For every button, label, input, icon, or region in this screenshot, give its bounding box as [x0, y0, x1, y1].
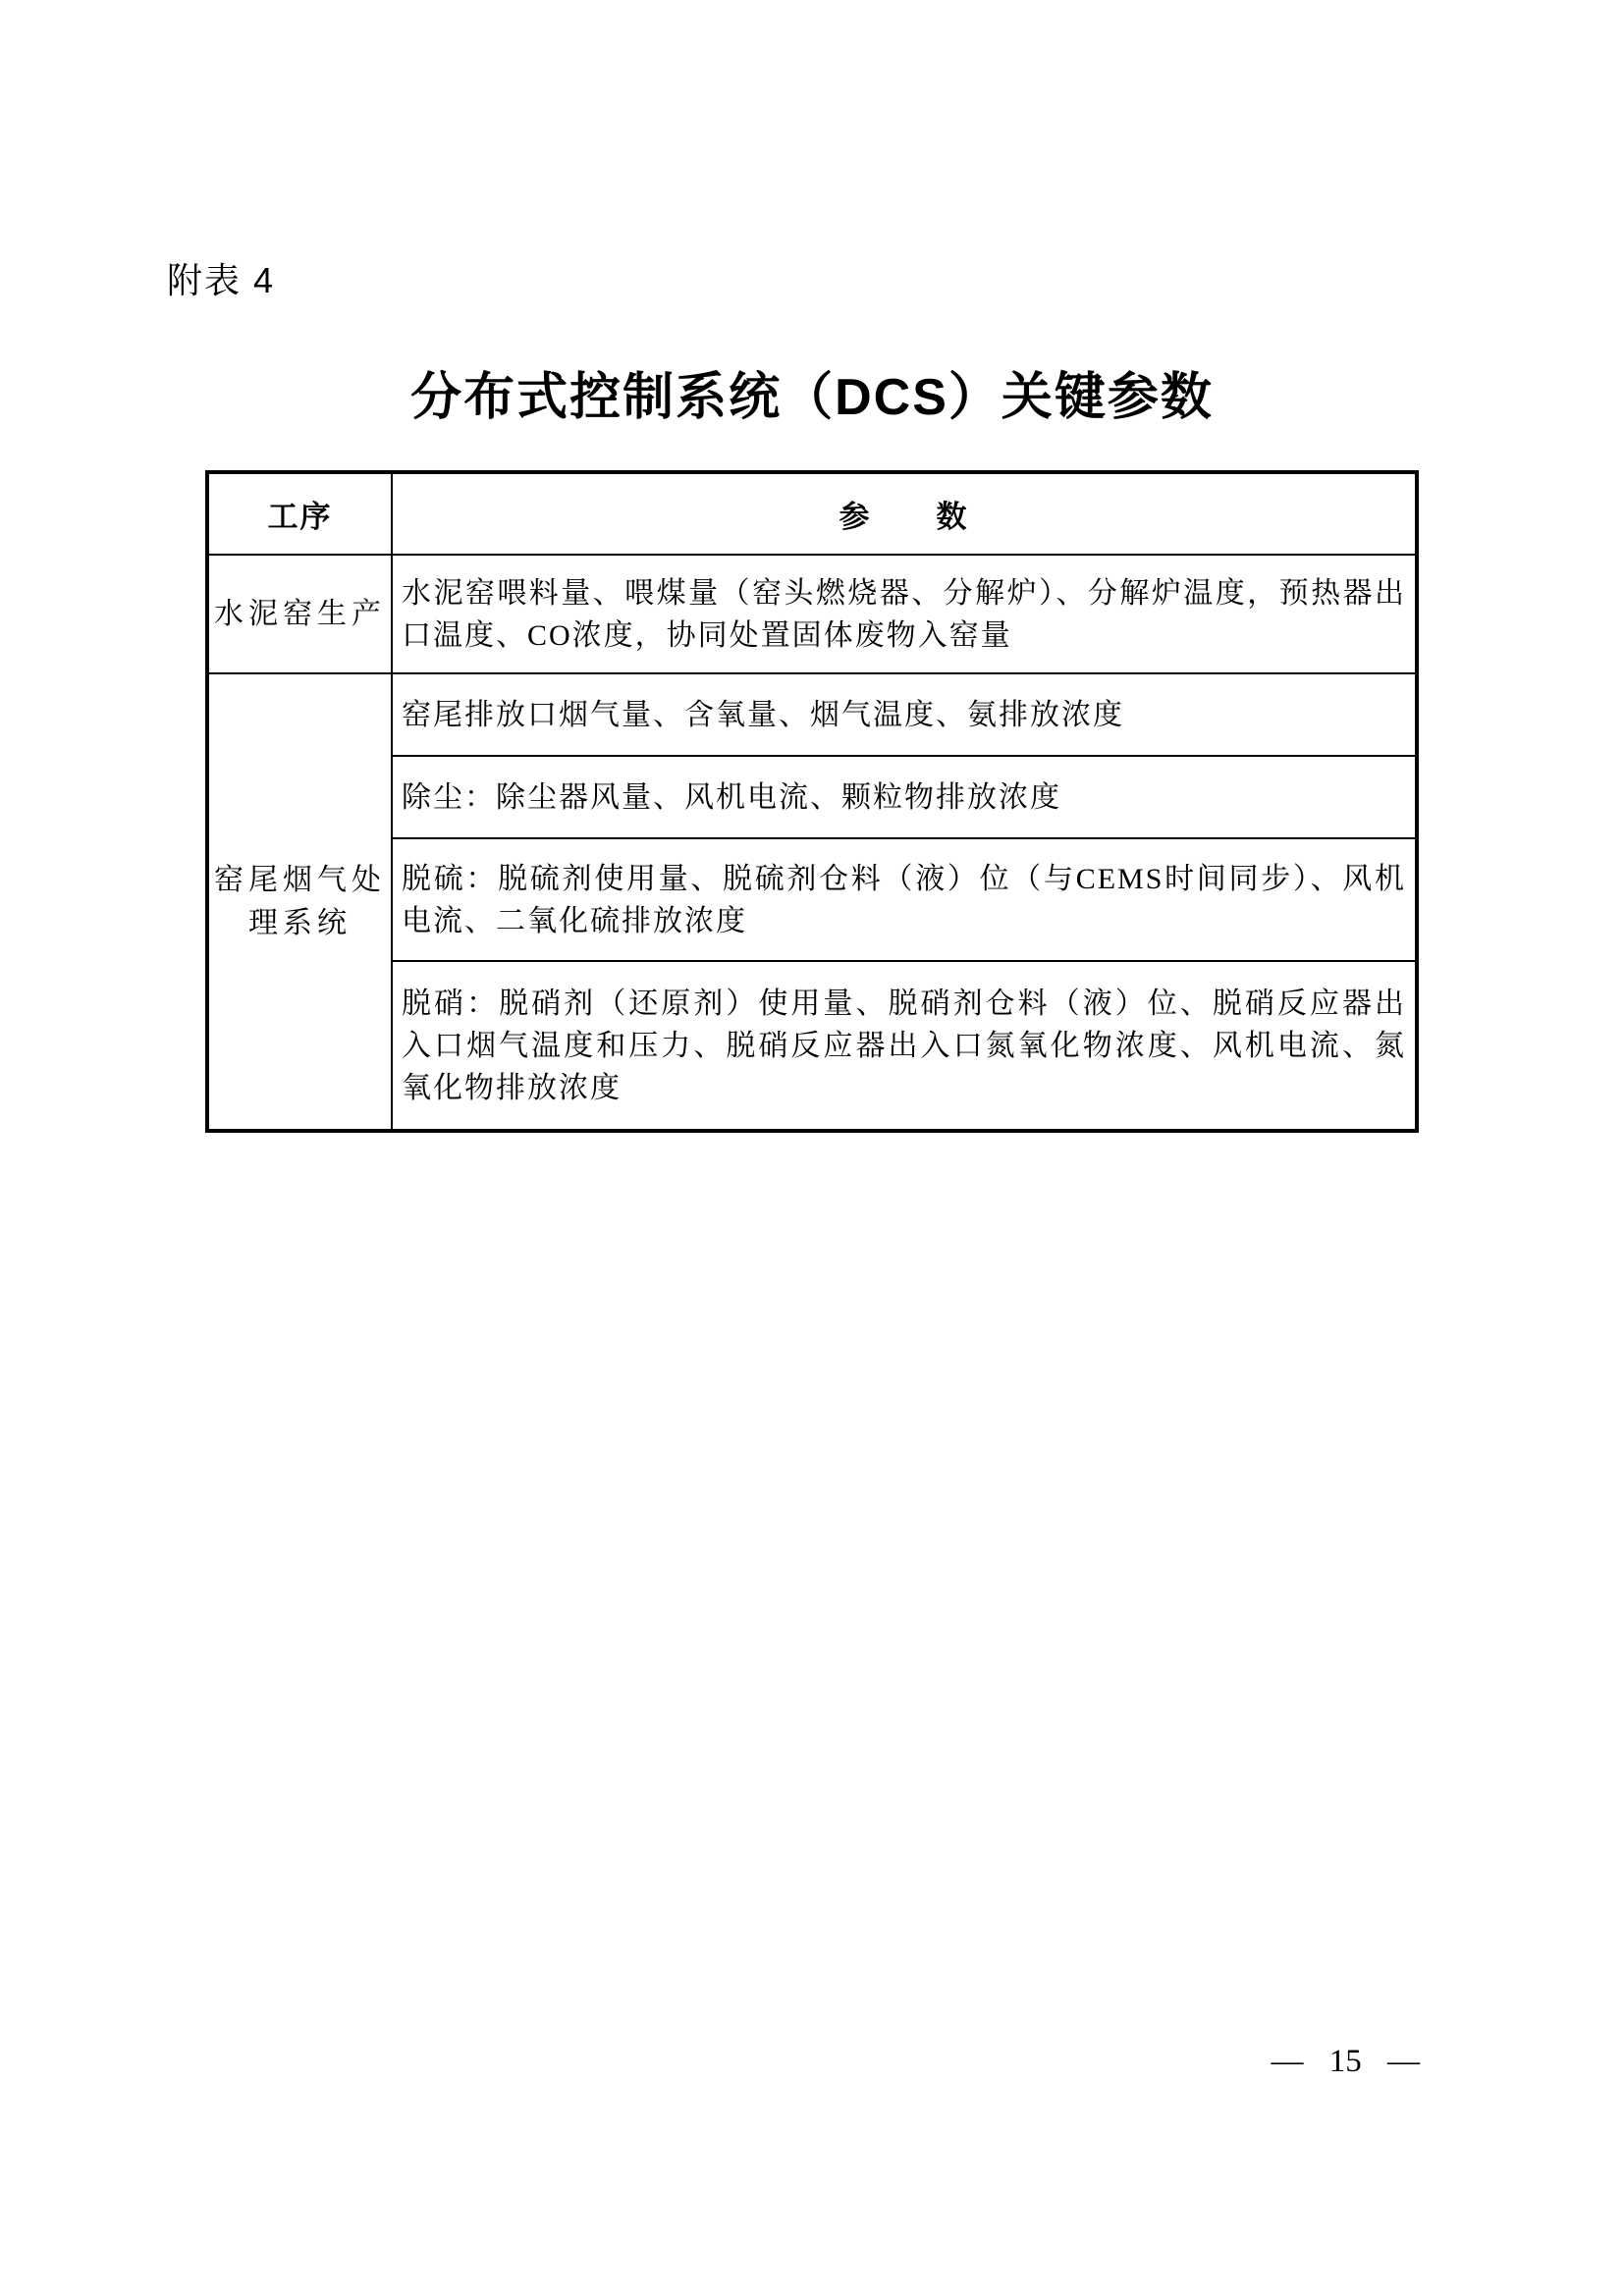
col-header-process: 工序: [207, 472, 392, 555]
page-number: — 15 —: [1271, 2044, 1420, 2079]
parameters-cell-denitrification: 脱硝：脱硝剂（还原剂）使用量、脱硝剂仓料（液）位、脱硝反应器出入口烟气温度和压力、脱硝反应器出入口氮氧化物浓度、风机电流、氮氧化物排放浓度: [392, 961, 1417, 1131]
table-row-cement-kiln: [207, 555, 1417, 673]
dcs-parameters-table: [205, 470, 1419, 1133]
col-header-parameters: 参 数: [392, 472, 1417, 555]
parameters-cell-kiln-tail-outlet: 窑尾排放口烟气量、含氧量、烟气温度、氨排放浓度: [392, 673, 1417, 756]
table-row-kiln-tail-outlet: [207, 673, 1417, 756]
process-cell-kiln-tail-gas-system: 窑尾烟气处理系统: [207, 673, 392, 1131]
parameters-cell-cement-kiln: 水泥窑喂料量、喂煤量（窑头燃烧器、分解炉）、分解炉温度，预热器出口温度、CO浓度，协同处置固体废物入窑量: [392, 555, 1417, 673]
appendix-label: 附表 4: [167, 260, 276, 300]
parameters-cell-dust-removal: 除尘：除尘器风量、风机电流、颗粒物排放浓度: [392, 756, 1417, 838]
page-title: 分布式控制系统（DCS）关键参数: [410, 369, 1214, 426]
process-cell-cement-kiln: 水泥窑生产: [207, 555, 392, 673]
parameters-cell-desulfurization: 脱硫：脱硫剂使用量、脱硫剂仓料（液）位（与CEMS时间同步）、风机电流、二氧化硫排放浓度: [392, 838, 1417, 961]
table-header-row: [207, 472, 1417, 555]
